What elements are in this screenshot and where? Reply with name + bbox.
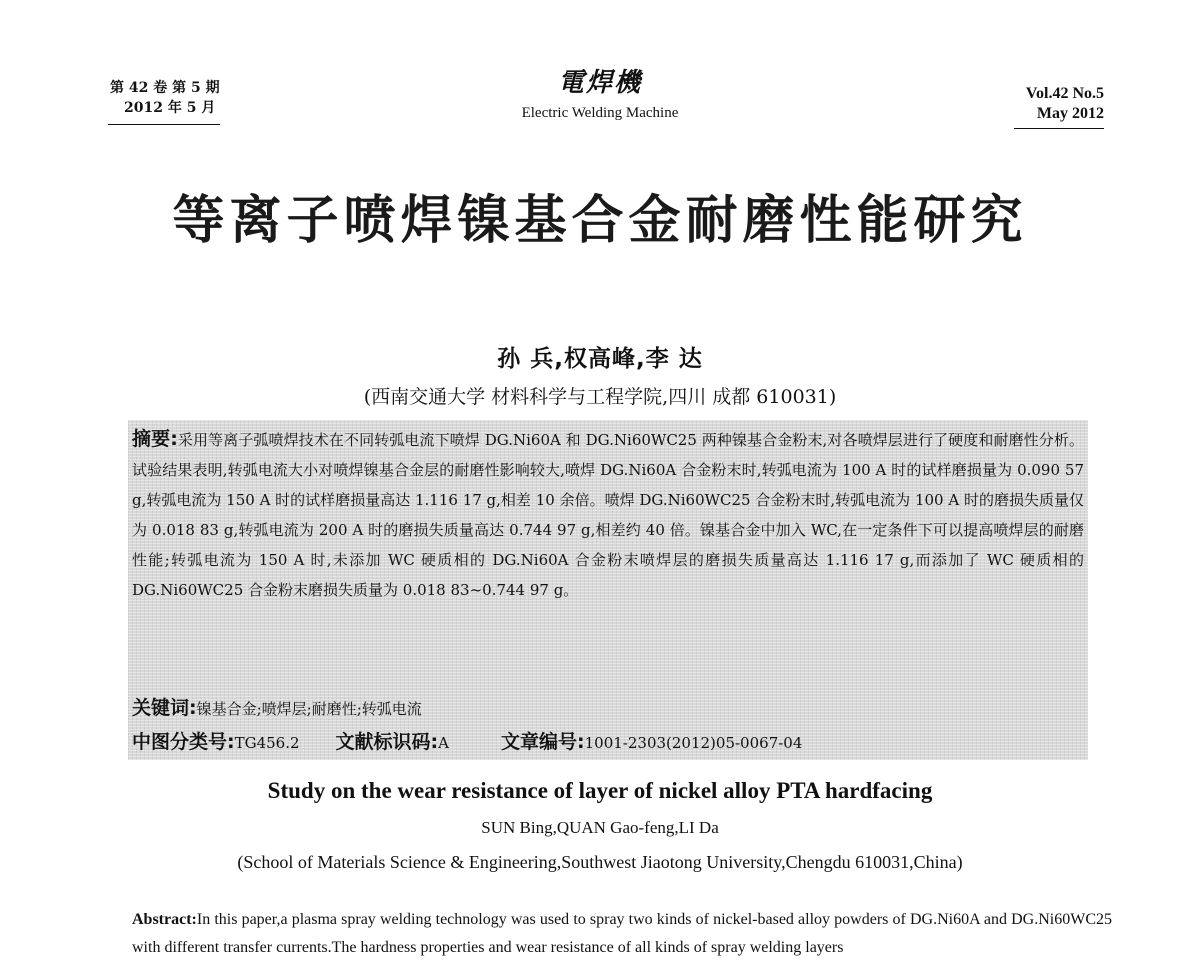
english-abstract — [132, 906, 1112, 962]
article-no-value: 1001-2303(2012)05-0067-04 — [584, 734, 803, 752]
classification-line — [132, 728, 802, 757]
author-list: 孙 兵,权高峰,李 达 — [497, 346, 703, 372]
abstract-cn-text: 采用等离子弧喷焊技术在不同转弧电流下喷焊 DG.Ni60A 和 DG.Ni60WC25 两种镍基合金粉末,对各喷焊层进行了硬度和耐磨性分析。试验结果表明,转弧电流大小对喷焊镍基合金层的耐磨性影响较大,喷焊 DG.Ni60A 合金粉末时,转弧电流为 100 A 时的试样磨损量为 0.090 57 g,转弧电流为 150 A 时的试样磨损量高达 1.116 17 g,相差 10 余倍。喷焊 DG.Ni60WC25 合金粉末时,转弧电流为 100 A 时的磨损失质量仅为 0.018 83 g,转弧电流为 200 A 时的磨损失质量高达 0.744 97 g,相差约 40 倍。镍基合金中加入 WC,在一定条件下可以提高喷焊层的耐磨性能;转弧电流为 150 A 时,未添加 WC 硬质相的 DG.Ni60A 合金粉末喷焊层的磨损失质量高达 1.116 17 g,而添加了 WC 硬质相的 DG.Ni60WC25 合金粉末磨损失质量为 0.018 83~0.744 97 g。 — [132, 431, 1084, 599]
volume-issue-en: Vol.42 No.5 — [1025, 85, 1104, 102]
date-en: May 2012 — [1036, 105, 1104, 122]
english-abstract-label: Abstract: — [132, 911, 197, 928]
keywords-cn — [132, 694, 422, 723]
english-affiliation: (School of Materials Science & Engineering,Southwest Jiaotong University,Chengdu 610031,China) — [237, 852, 963, 872]
keywords-text: 镍基合金;喷焊层;耐磨性;转弧电流 — [196, 700, 422, 718]
header-rule-right — [1014, 128, 1104, 129]
journal-masthead — [0, 62, 1200, 122]
clc-label: 中图分类号: — [132, 731, 235, 753]
keywords-label: 关键词: — [132, 697, 197, 719]
journal-logo-cn: 電焊機 — [557, 68, 642, 98]
volume-issue-cn: 第 42 卷 第 5 期 — [110, 80, 220, 96]
doc-code-value: A — [438, 734, 449, 752]
english-title: Study on the wear resistance of layer of nickel alloy PTA hardfacing — [267, 778, 933, 803]
abstract-cn-label: 摘要: — [132, 428, 178, 450]
doc-code-label: 文献标识码: — [335, 731, 439, 753]
article-no-label: 文章编号: — [501, 731, 585, 753]
abstract-cn — [132, 424, 1084, 605]
date-cn: 2012 年 5 月 — [124, 100, 216, 116]
journal-volume-en — [1026, 84, 1104, 124]
paper-title: 等离子喷焊镍基合金耐磨性能研究 — [172, 191, 1028, 251]
english-authors: SUN Bing,QUAN Gao-feng,LI Da — [481, 818, 719, 837]
author-affiliation: (西南交通大学 材料科学与工程学院,四川 成都 610031) — [363, 386, 837, 408]
english-abstract-text: In this paper,a plasma spray welding technology was used to spray two kinds of nickel-based alloy powders of DG.Ni60A and DG.Ni60WC25 with different transfer currents.The hardness properties and wear resistance of all kinds of spray welding layers — [132, 911, 1112, 956]
clc-value: TG456.2 — [234, 734, 300, 752]
header-rule-left — [108, 124, 220, 125]
journal-name-en: Electric Welding Machine — [521, 105, 679, 121]
